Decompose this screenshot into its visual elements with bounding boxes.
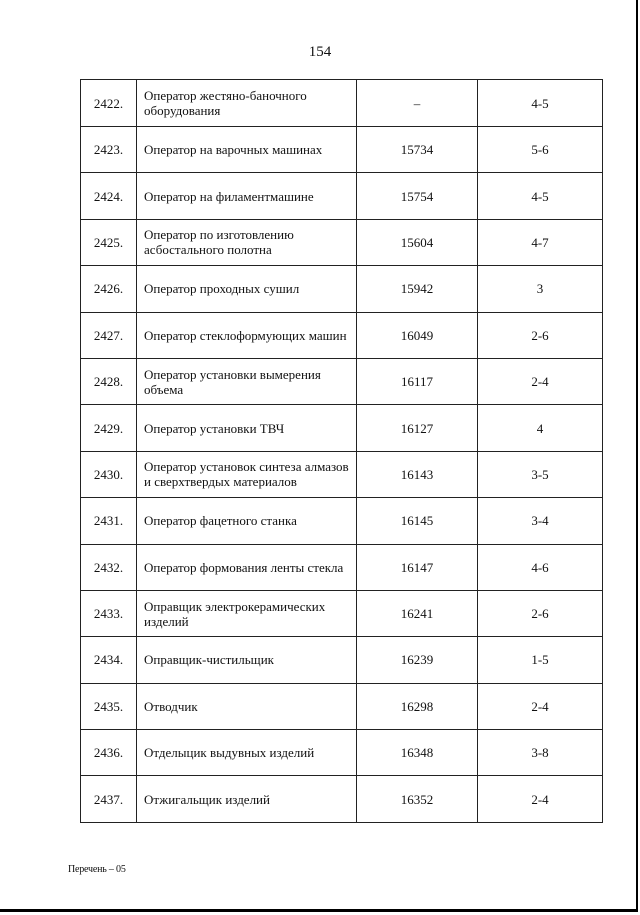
grade-range: 3-4 xyxy=(478,498,603,544)
row-number: 2423. xyxy=(81,127,137,173)
row-number: 2428. xyxy=(81,358,137,404)
profession-name: Отводчик xyxy=(137,683,357,729)
profession-code: 16352 xyxy=(357,776,478,822)
table-row xyxy=(81,127,603,173)
grade-range: 1-5 xyxy=(478,637,603,683)
grade-range: 2-4 xyxy=(478,776,603,822)
profession-code: 16145 xyxy=(357,498,478,544)
page-number: 154 xyxy=(308,44,332,60)
table-row xyxy=(81,590,603,636)
profession-code: 15754 xyxy=(357,173,478,219)
grade-range: 2-6 xyxy=(478,590,603,636)
profession-code: 15942 xyxy=(357,266,478,312)
profession-name: Оператор на филаментмашине xyxy=(137,173,357,219)
profession-name: Оправщик электрокерамических изделий xyxy=(137,590,357,636)
profession-code: 16143 xyxy=(357,451,478,497)
table-row xyxy=(81,173,603,219)
row-number: 2435. xyxy=(81,683,137,729)
profession-name: Оператор фацетного станка xyxy=(137,498,357,544)
grade-range: 4-6 xyxy=(478,544,603,590)
grade-range: 3-8 xyxy=(478,730,603,776)
table-row xyxy=(81,219,603,265)
table-row xyxy=(81,498,603,544)
profession-name: Оператор формования ленты стекла xyxy=(137,544,357,590)
profession-name: Отжигальщик изделий xyxy=(137,776,357,822)
grade-range: 3-5 xyxy=(478,451,603,497)
table-row xyxy=(81,776,603,822)
table-row xyxy=(81,544,603,590)
profession-name: Оператор установки вымерения объема xyxy=(137,358,357,404)
grade-range: 4-5 xyxy=(478,80,603,127)
profession-code: 16127 xyxy=(357,405,478,451)
profession-name: Отделыцик выдувных изделий xyxy=(137,730,357,776)
grade-range: 5-6 xyxy=(478,127,603,173)
grade-range: 2-6 xyxy=(478,312,603,358)
professions-table xyxy=(80,79,603,823)
table-row xyxy=(81,358,603,404)
table-row xyxy=(81,405,603,451)
grade-range: 2-4 xyxy=(478,683,603,729)
profession-code: 16049 xyxy=(357,312,478,358)
grade-range: 4 xyxy=(478,405,603,451)
profession-code: – xyxy=(357,80,478,127)
row-number: 2434. xyxy=(81,637,137,683)
grade-range: 4-7 xyxy=(478,219,603,265)
row-number: 2437. xyxy=(81,776,137,822)
profession-name: Оператор стеклоформующих машин xyxy=(137,312,357,358)
profession-code: 15734 xyxy=(357,127,478,173)
profession-code: 16298 xyxy=(357,683,478,729)
profession-name: Оператор по изготовлению асбостального полотна xyxy=(137,219,357,265)
profession-name: Оправщик-чистильщик xyxy=(137,637,357,683)
row-number: 2436. xyxy=(81,730,137,776)
row-number: 2426. xyxy=(81,266,137,312)
table-row xyxy=(81,637,603,683)
table-row xyxy=(81,683,603,729)
table-row xyxy=(81,266,603,312)
row-number: 2425. xyxy=(81,219,137,265)
row-number: 2433. xyxy=(81,590,137,636)
profession-name: Оператор установок синтеза алмазов и сверхтвердых материалов xyxy=(137,451,357,497)
grade-range: 3 xyxy=(478,266,603,312)
row-number: 2431. xyxy=(81,498,137,544)
profession-code: 16117 xyxy=(357,358,478,404)
profession-code: 16241 xyxy=(357,590,478,636)
profession-code: 16239 xyxy=(357,637,478,683)
table-row xyxy=(81,80,603,127)
document-footer: Перечень – 05 xyxy=(68,864,126,875)
row-number: 2429. xyxy=(81,405,137,451)
profession-name: Оператор проходных сушил xyxy=(137,266,357,312)
table-row xyxy=(81,451,603,497)
profession-name: Оператор установки ТВЧ xyxy=(137,405,357,451)
table-row xyxy=(81,312,603,358)
profession-code: 16348 xyxy=(357,730,478,776)
table-row xyxy=(81,730,603,776)
row-number: 2432. xyxy=(81,544,137,590)
profession-name: Оператор жестяно-баночного оборудования xyxy=(137,80,357,127)
profession-code: 15604 xyxy=(357,219,478,265)
profession-code: 16147 xyxy=(357,544,478,590)
row-number: 2422. xyxy=(81,80,137,127)
row-number: 2427. xyxy=(81,312,137,358)
row-number: 2430. xyxy=(81,451,137,497)
row-number: 2424. xyxy=(81,173,137,219)
grade-range: 4-5 xyxy=(478,173,603,219)
grade-range: 2-4 xyxy=(478,358,603,404)
profession-name: Оператор на варочных машинах xyxy=(137,127,357,173)
